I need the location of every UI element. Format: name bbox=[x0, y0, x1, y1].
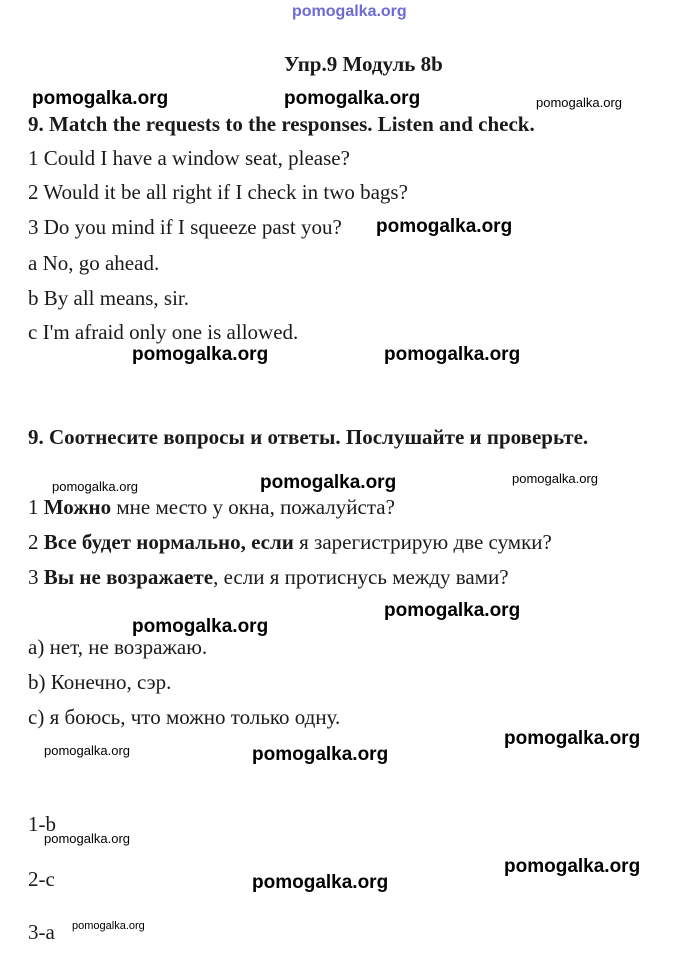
question-bold-part: Все будет нормально, если bbox=[43, 530, 294, 554]
watermark: pomogalka.org bbox=[252, 872, 389, 893]
request-1: 1 Could I have a window seat, please? bbox=[28, 146, 350, 170]
watermark: pomogalka.org bbox=[72, 920, 145, 932]
exercise-heading-russian: 9. Соотнесите вопросы и ответы. Послушайте и проверьте. bbox=[28, 425, 589, 449]
answer-b: b) Конечно, сэр. bbox=[28, 670, 172, 694]
watermark: pomogalka.org bbox=[32, 88, 169, 109]
watermark: pomogalka.org bbox=[44, 743, 130, 758]
top-watermark: pomogalka.org bbox=[292, 3, 407, 20]
watermark: pomogalka.org bbox=[132, 344, 269, 365]
watermark: pomogalka.org bbox=[536, 95, 622, 110]
watermark: pomogalka.org bbox=[504, 728, 641, 749]
watermark: pomogalka.org bbox=[384, 344, 521, 365]
question-number: 3 bbox=[28, 565, 44, 589]
watermark: pomogalka.org bbox=[44, 831, 130, 846]
question-rest: , если я протиснусь между вами? bbox=[213, 565, 509, 589]
request-2: 2 Would it be all right if I check in two bags? bbox=[28, 180, 408, 204]
response-c: c I'm afraid only one is allowed. bbox=[28, 320, 299, 344]
question-number: 2 bbox=[28, 530, 44, 554]
question-bold-part: Вы не возражаете bbox=[43, 565, 214, 589]
watermark: pomogalka.org bbox=[284, 88, 421, 109]
watermark: pomogalka.org bbox=[504, 856, 641, 877]
answer-a: а) нет, не возражаю. bbox=[28, 635, 208, 659]
question-bold-part: Можно bbox=[43, 495, 112, 519]
response-b: b By all means, sir. bbox=[28, 286, 189, 310]
question-3 bbox=[28, 565, 509, 589]
watermark: pomogalka.org bbox=[512, 471, 598, 486]
answer-c: с) я боюсь, что можно только одну. bbox=[28, 705, 341, 729]
watermark: pomogalka.org bbox=[252, 744, 389, 765]
watermark: pomogalka.org bbox=[52, 479, 138, 494]
key-3: 3-a bbox=[28, 920, 55, 944]
watermark: pomogalka.org bbox=[376, 216, 513, 237]
question-1 bbox=[28, 495, 395, 519]
response-a: a No, go ahead. bbox=[28, 251, 160, 275]
key-2: 2-c bbox=[28, 867, 55, 891]
request-3: 3 Do you mind if I squeeze past you? bbox=[28, 215, 342, 239]
question-rest: я зарегистрирую две сумки? bbox=[293, 530, 552, 554]
watermark: pomogalka.org bbox=[260, 472, 397, 493]
question-rest: мне место у окна, пожалуйста? bbox=[111, 495, 395, 519]
exercise-heading-english: 9. Match the requests to the responses. Listen and check. bbox=[28, 112, 535, 136]
watermark: pomogalka.org bbox=[132, 616, 269, 637]
page-title: Упр.9 Модуль 8b bbox=[284, 52, 443, 76]
question-number: 1 bbox=[28, 495, 44, 519]
question-2 bbox=[28, 530, 552, 554]
key-1: 1-b bbox=[28, 812, 56, 836]
watermark: pomogalka.org bbox=[384, 600, 521, 621]
